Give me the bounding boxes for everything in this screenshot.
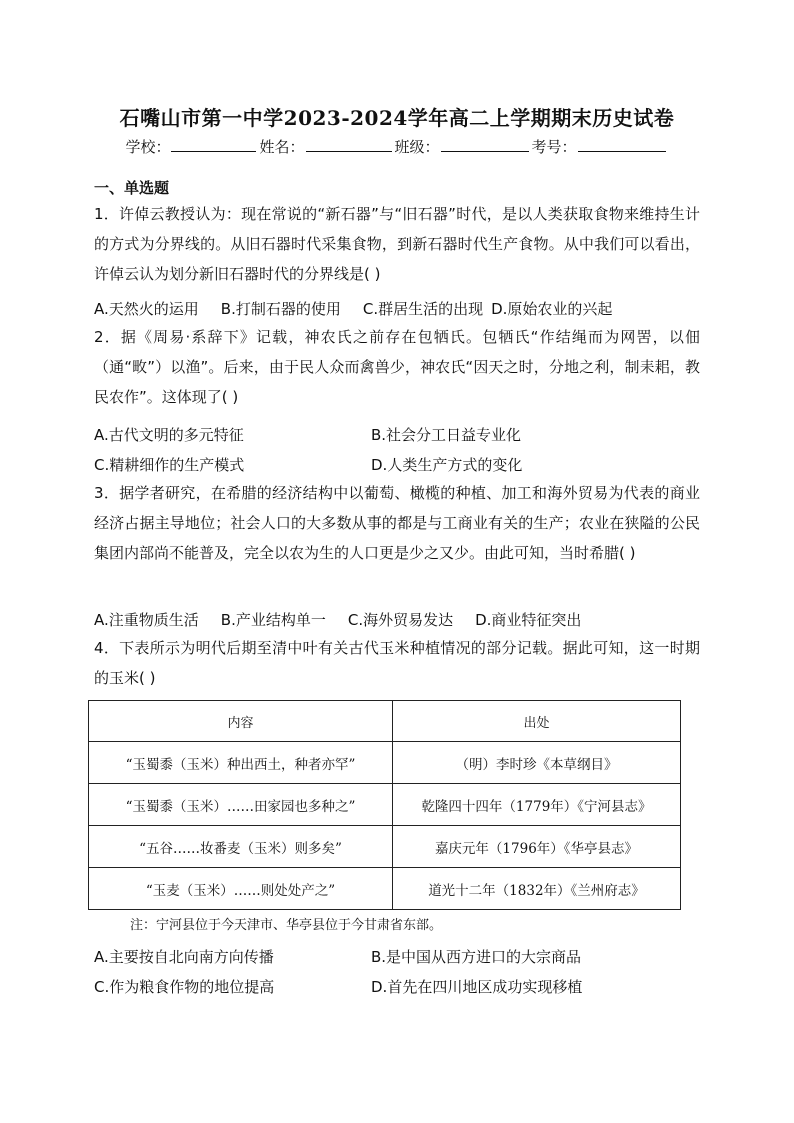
table-header-source: 出处 <box>393 701 681 742</box>
table-cell-content: “玉蜀黍（玉米）种出西土，种者亦罕” <box>89 742 393 784</box>
table-header-row <box>89 701 681 742</box>
question-stem: 4．下表所示为明代后期至清中叶有关古代玉米种植情况的部分记载。据此可知，这一时期的玉米( ) <box>94 639 700 687</box>
question-stem: 2．据《周易·系辞下》记载，神农氏之前存在包牺氏。包牺氏“作结绳而为网罟，以佃（通“畋”）以渔”。后来，由于民人众而禽兽少，神农氏“因天之时，分地之利，制耒耜，教民农作”。这体现了( ) <box>94 328 700 406</box>
question-1-options <box>94 298 634 319</box>
class-blank[interactable] <box>441 135 529 152</box>
option-b[interactable]: B.社会分工日益专业化 <box>371 426 522 444</box>
option-c[interactable]: C.群居生活的出现 <box>362 300 484 318</box>
option-b[interactable]: B.打制石器的使用 <box>220 300 341 318</box>
option-a[interactable]: A.天然火的运用 <box>94 300 199 318</box>
option-d[interactable]: D.商业特征突出 <box>475 611 582 629</box>
table-cell-content: “五谷……妆番麦（玉米）则多矣” <box>89 826 393 868</box>
question-stem: 3．据学者研究，在希腊的经济结构中以葡萄、橄榄的种植、加工和海外贸易为代表的商业经济占据主导地位；社会人口的大多数从事的都是与工商业有关的生产；农业在狭隘的公民集团内部尚不能普及，完全以农为生的人口更是少之又少。由此可知，当时希腊( ) <box>94 484 700 562</box>
school-label: 学校： <box>125 138 171 156</box>
table-cell-source: （明）李时珍《本草纲目》 <box>393 742 681 784</box>
source-table <box>88 700 681 910</box>
option-d[interactable]: D.首先在四川地区成功实现移植 <box>371 978 583 996</box>
table-cell-source: 道光十二年（1832年）《兰州府志》 <box>393 868 681 910</box>
table-header-content: 内容 <box>89 701 393 742</box>
option-d[interactable]: D.人类生产方式的变化 <box>371 456 523 474</box>
option-a[interactable]: A.古代文明的多元特征 <box>94 426 244 444</box>
exam-title: 石嘴山市第一中学2023-2024学年高二上学期期末历史试卷 <box>119 106 675 130</box>
question-4 <box>94 633 700 693</box>
exam-number-blank[interactable] <box>578 135 666 152</box>
question-3 <box>94 478 700 568</box>
name-blank[interactable] <box>306 135 392 152</box>
school-blank[interactable] <box>171 135 256 152</box>
table-note: 注：宁河县位于今天津市、华亭县位于今甘肃省东部。 <box>130 918 443 933</box>
table-row <box>89 784 681 826</box>
option-a[interactable]: A.主要按自北向南方向传播 <box>94 948 274 966</box>
question-stem: 1．许倬云教授认为：现在常说的“新石器”与“旧石器”时代，是以人类获取食物来维持生计的方式为分界线的。从旧石器时代采集食物，到新石器时代生产食物。从中我们可以看出，许倬云认为划分新旧石器时代的分界线是( ) <box>94 205 700 283</box>
question-2 <box>94 322 700 412</box>
table-row <box>89 868 681 910</box>
name-label: 姓名： <box>259 138 305 156</box>
option-a[interactable]: A.注重物质生活 <box>94 611 199 629</box>
option-b[interactable]: B.是中国从西方进口的大宗商品 <box>371 948 582 966</box>
option-c[interactable]: C.精耕细作的生产模式 <box>94 456 245 474</box>
class-label: 班级： <box>394 138 440 156</box>
option-b[interactable]: B.产业结构单一 <box>220 611 326 629</box>
table-cell-content: “玉蜀黍（玉米）……田家园也多种之” <box>89 784 393 826</box>
table-row <box>89 826 681 868</box>
exam-number-label: 考号： <box>531 138 577 156</box>
option-c[interactable]: C.海外贸易发达 <box>347 611 454 629</box>
section-heading: 一、单选题 <box>94 179 170 197</box>
student-info-row <box>0 135 794 157</box>
question-3-options <box>94 609 603 630</box>
table-cell-source: 嘉庆元年（1796年）《华亭县志》 <box>393 826 681 868</box>
question-1 <box>94 199 700 289</box>
option-d[interactable]: D.原始农业的兴起 <box>491 300 613 318</box>
table-cell-source: 乾隆四十四年（1779年）《宁河县志》 <box>393 784 681 826</box>
table-row <box>89 742 681 784</box>
option-c[interactable]: C.作为粮食作物的地位提高 <box>94 978 275 996</box>
table-cell-content: “玉麦（玉米）……则处处产之” <box>89 868 393 910</box>
